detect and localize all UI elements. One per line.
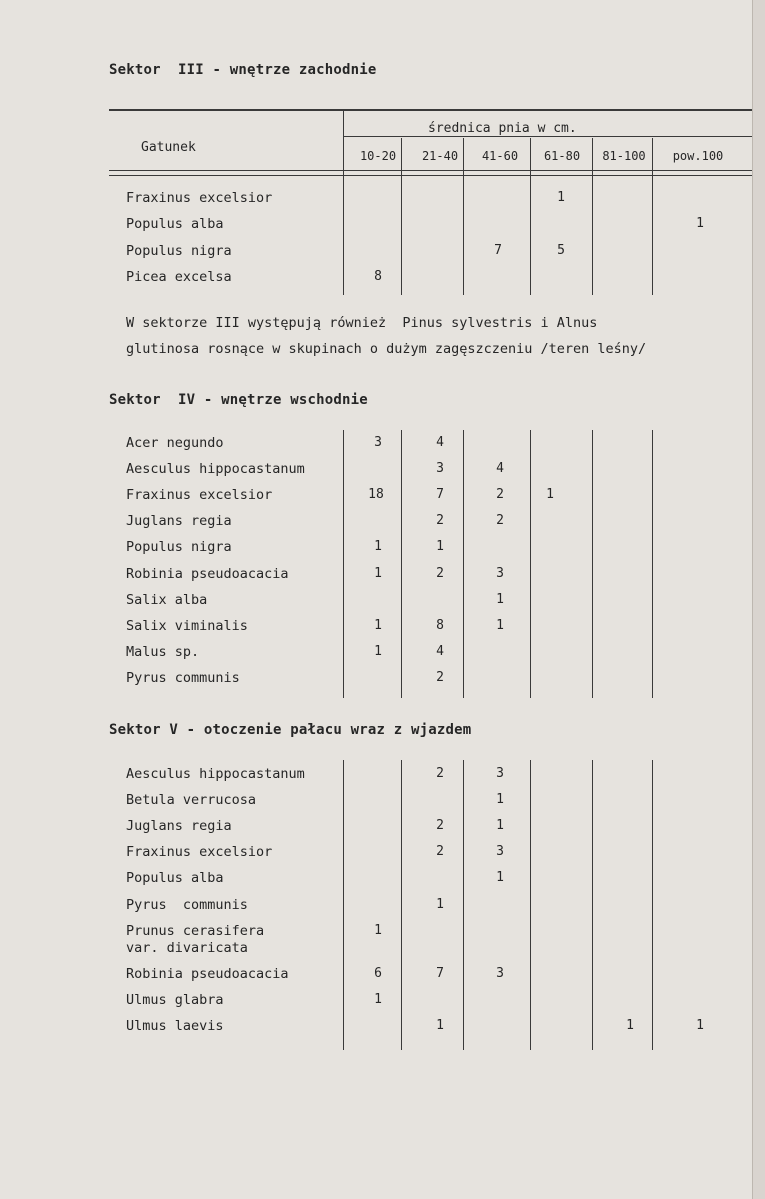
col-separator bbox=[401, 138, 402, 295]
sector-3-note-line-1: W sektorze III występują również Pinus sylvestris i Alnus bbox=[126, 315, 598, 331]
count-value: 1 bbox=[626, 1018, 634, 1033]
count-value: 1 bbox=[374, 923, 382, 938]
species-name: Populus alba bbox=[126, 870, 224, 886]
page-edge bbox=[752, 0, 765, 1199]
species-name: Ulmus glabra bbox=[126, 992, 224, 1008]
col-separator bbox=[652, 430, 653, 698]
count-value: 1 bbox=[374, 618, 382, 633]
species-name: Salix alba bbox=[126, 592, 208, 608]
count-value: 3 bbox=[496, 566, 504, 581]
count-value: 1 bbox=[496, 818, 504, 833]
col-header-61-80: 61-80 bbox=[543, 149, 581, 163]
count-value: 2 bbox=[436, 566, 444, 581]
count-value: 3 bbox=[496, 766, 504, 781]
sector-5-title: Sektor V - otoczenie pałacu wraz z wjazdem bbox=[109, 722, 472, 738]
header-bottom-rule bbox=[109, 170, 752, 171]
col-separator bbox=[343, 111, 344, 295]
species-name: Populus nigra bbox=[126, 243, 232, 259]
count-value: 3 bbox=[374, 435, 382, 450]
count-value: 3 bbox=[496, 966, 504, 981]
col-separator bbox=[463, 138, 464, 295]
count-value: 1 bbox=[496, 792, 504, 807]
col-separator bbox=[592, 138, 593, 295]
species-name: Malus sp. bbox=[126, 644, 200, 660]
col-separator bbox=[463, 430, 464, 698]
col-header-10-20: 10-20 bbox=[359, 149, 397, 163]
diameter-header-rule bbox=[343, 136, 752, 137]
count-value: 1 bbox=[436, 897, 444, 912]
col-header-81-100: 81-100 bbox=[602, 149, 646, 163]
count-value: 1 bbox=[546, 487, 554, 502]
count-value: 4 bbox=[436, 435, 444, 450]
count-value: 1 bbox=[374, 644, 382, 659]
count-value: 18 bbox=[368, 487, 384, 502]
col-separator bbox=[463, 760, 464, 1050]
count-value: 4 bbox=[496, 461, 504, 476]
species-name: Aesculus hippocastanum bbox=[126, 766, 305, 782]
count-value: 1 bbox=[696, 216, 704, 231]
count-value: 1 bbox=[557, 190, 565, 205]
species-name: Juglans regia bbox=[126, 818, 232, 834]
count-value: 2 bbox=[436, 818, 444, 833]
species-name: Fraxinus excelsior bbox=[126, 190, 273, 206]
col-separator bbox=[592, 430, 593, 698]
count-value: 3 bbox=[436, 461, 444, 476]
species-name: Picea excelsa bbox=[126, 269, 232, 285]
count-value: 1 bbox=[496, 870, 504, 885]
species-name: Populus alba bbox=[126, 216, 224, 232]
sector-4-title: Sektor IV - wnętrze wschodnie bbox=[109, 392, 368, 408]
col-header-41-60: 41-60 bbox=[481, 149, 519, 163]
species-name: Pyrus communis bbox=[126, 897, 248, 913]
count-value: 8 bbox=[436, 618, 444, 633]
count-value: 1 bbox=[696, 1018, 704, 1033]
col-separator bbox=[652, 760, 653, 1050]
species-name: Fraxinus excelsior bbox=[126, 487, 273, 503]
col-header-21-40: 21-40 bbox=[421, 149, 459, 163]
table-top-rule bbox=[109, 109, 752, 111]
species-name: Populus nigra bbox=[126, 539, 232, 555]
col-separator bbox=[530, 760, 531, 1050]
count-value: 5 bbox=[557, 243, 565, 258]
col-header-pow100: pow.100 bbox=[672, 149, 724, 163]
count-value: 2 bbox=[496, 513, 504, 528]
species-name: Acer negundo bbox=[126, 435, 224, 451]
count-value: 1 bbox=[436, 1018, 444, 1033]
count-value: 1 bbox=[374, 566, 382, 581]
species-name: Aesculus hippocastanum bbox=[126, 461, 305, 477]
col-separator bbox=[401, 760, 402, 1050]
count-value: 7 bbox=[436, 966, 444, 981]
species-name: Pyrus communis bbox=[126, 670, 240, 686]
species-name: Juglans regia bbox=[126, 513, 232, 529]
count-value: 7 bbox=[494, 243, 502, 258]
species-name: Prunus cerasifera var. divaricata bbox=[126, 923, 265, 956]
count-value: 4 bbox=[436, 644, 444, 659]
col-separator bbox=[401, 430, 402, 698]
species-name: Ulmus laevis bbox=[126, 1018, 224, 1034]
species-column-header: Gatunek bbox=[141, 140, 196, 155]
header-bottom-rule-2 bbox=[109, 175, 752, 176]
species-name: Salix viminalis bbox=[126, 618, 248, 634]
diameter-header: średnica pnia w cm. bbox=[428, 121, 577, 136]
count-value: 1 bbox=[374, 992, 382, 1007]
sector-3-note-line-2: glutinosa rosnące w skupinach o dużym zagęszczeniu /teren leśny/ bbox=[126, 341, 647, 357]
col-separator bbox=[652, 138, 653, 295]
species-name: Betula verrucosa bbox=[126, 792, 257, 808]
sector-3-title: Sektor III - wnętrze zachodnie bbox=[109, 62, 377, 78]
col-separator bbox=[592, 760, 593, 1050]
count-value: 1 bbox=[496, 592, 504, 607]
count-value: 1 bbox=[496, 618, 504, 633]
col-separator bbox=[530, 430, 531, 698]
count-value: 2 bbox=[436, 844, 444, 859]
count-value: 2 bbox=[436, 766, 444, 781]
count-value: 1 bbox=[374, 539, 382, 554]
count-value: 6 bbox=[374, 966, 382, 981]
count-value: 8 bbox=[374, 269, 382, 284]
count-value: 2 bbox=[436, 670, 444, 685]
col-separator bbox=[343, 430, 344, 698]
col-separator bbox=[530, 138, 531, 295]
count-value: 2 bbox=[436, 513, 444, 528]
col-separator bbox=[343, 760, 344, 1050]
species-name: Robinia pseudoacacia bbox=[126, 966, 289, 982]
species-name: Fraxinus excelsior bbox=[126, 844, 273, 860]
count-value: 1 bbox=[436, 539, 444, 554]
count-value: 2 bbox=[496, 487, 504, 502]
count-value: 7 bbox=[436, 487, 444, 502]
species-name: Robinia pseudoacacia bbox=[126, 566, 289, 582]
count-value: 3 bbox=[496, 844, 504, 859]
